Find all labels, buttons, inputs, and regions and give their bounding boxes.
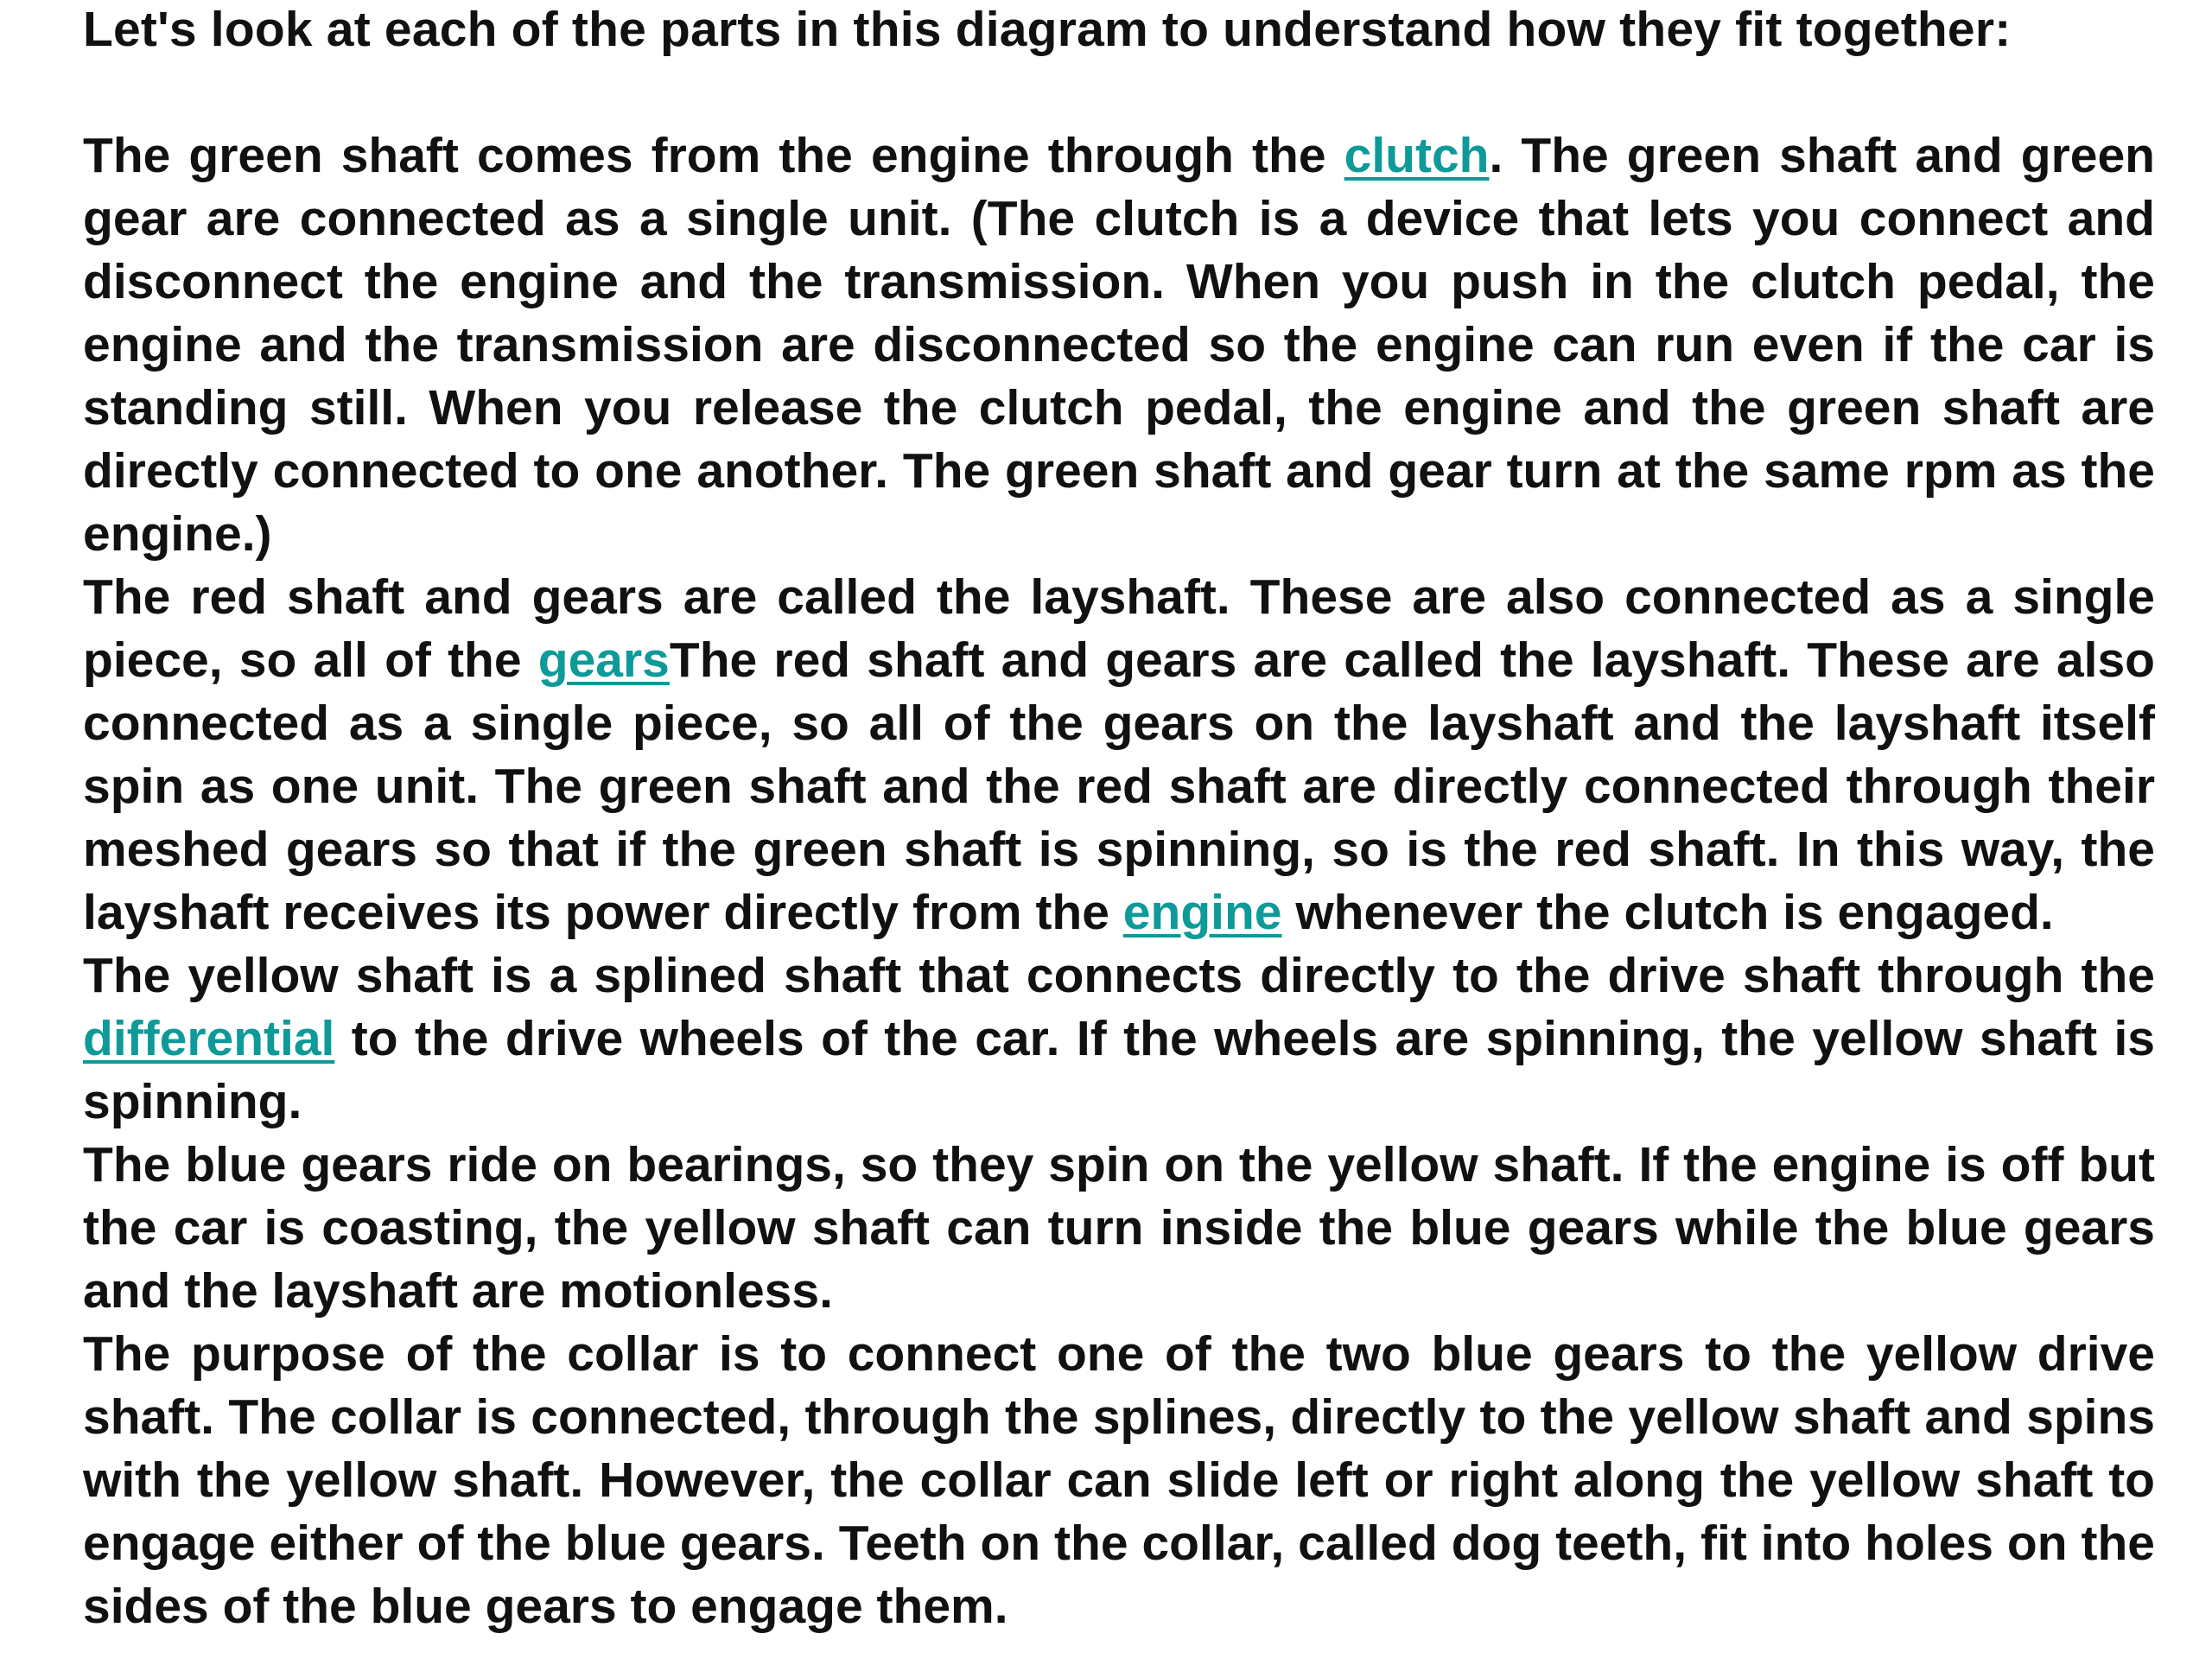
paragraph-collar: The purpose of the collar is to connect one of the two blue gears to the yellow drive shaft. The collar is connected, through the splines, directly to the yellow shaft and spins with the yellow shaft. However, the collar can slide left or right along the yellow shaft to engage either of the blue gears. Teeth on the collar, called dog teeth, fit into holes on the sides of the blue gears to engage them. <box>83 1326 2155 1634</box>
blank-line <box>83 61 2155 124</box>
intro-sentence: Let's look at each of the parts in this diagram to understand how they fit together: <box>83 2 2012 57</box>
link-differential[interactable]: differential <box>83 1011 335 1066</box>
text-run: to the drive wheels of the car. If the wheels are spinning, the yellow shaft is spinning. <box>83 1011 2155 1129</box>
text-run: The red shaft and gears are called the layshaft. These are also connected as a single piece, so all of the <box>83 569 2155 688</box>
text-run: whenever the clutch is engaged. <box>1281 885 2054 940</box>
paragraph-layshaft <box>83 566 2155 944</box>
text-run: The yellow shaft is a splined shaft that connects directly to the drive shaft through the <box>83 948 2155 1003</box>
link-gears[interactable]: gears <box>537 632 670 688</box>
paragraph-blue-gears: The blue gears ride on bearings, so they spin on the yellow shaft. If the engine is off but the car is coasting, the yellow shaft can turn inside the blue gears while the blue gears and the layshaft are motionless. <box>83 1137 2155 1319</box>
text-run: The green shaft comes from the engine through the <box>83 128 1344 183</box>
link-clutch[interactable]: clutch <box>1344 128 1490 183</box>
link-engine[interactable]: engine <box>1122 885 1282 940</box>
text-run: The red shaft and gears are called the layshaft. These are also connected as a single piece, so all of the gears on the layshaft and the layshaft itself spin as one unit. The green shaft and the red shaft are directly connected through their meshed gears so that if the green shaft is spinning, so is the red shaft. In this way, the layshaft receives its power directly from the <box>83 632 2155 940</box>
paragraph-green-shaft <box>83 124 2155 566</box>
text-run: . The green shaft and green gear are connected as a single unit. (The clutch is a device that lets you connect and disconnect the engine and the transmission. When you push in the clutch pedal, the engine and the transmission are disconnected so the engine can run even if the car is standing still. When you release the clutch pedal, the engine and the green shaft are directly connected to one another. The green shaft and gear turn at the same rpm as the engine.) <box>83 128 2155 562</box>
document-page <box>83 0 2155 1659</box>
paragraph-yellow-shaft <box>83 944 2155 1134</box>
